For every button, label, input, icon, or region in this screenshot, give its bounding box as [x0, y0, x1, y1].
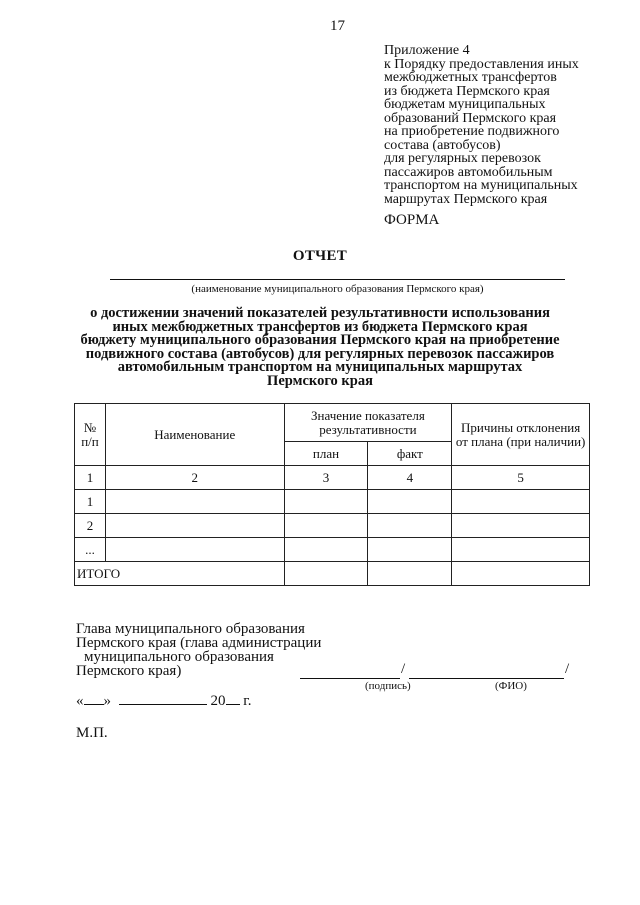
reason-cell[interactable]	[452, 514, 590, 538]
signature-caption: (подпись)	[365, 680, 411, 692]
appendix-line: к Порядку предоставления иных	[384, 56, 579, 72]
fact-cell[interactable]	[368, 538, 452, 562]
total-fact-cell[interactable]	[368, 562, 452, 586]
form-label: ФОРМА	[384, 212, 440, 228]
year-suffix: г.	[243, 693, 252, 709]
heading-line: иных межбюджетных трансфертов из бюджета Пермского края	[112, 318, 528, 335]
row-number: 1	[75, 490, 106, 514]
reason-cell[interactable]	[452, 538, 590, 562]
name-cell[interactable]	[105, 490, 284, 514]
reason-cell[interactable]	[452, 490, 590, 514]
index-cell: 3	[284, 466, 368, 490]
name-cell[interactable]	[105, 538, 284, 562]
heading-line: о достижении значений показателей результативности использования	[90, 305, 550, 321]
index-cell: 2	[105, 466, 284, 490]
report-title: ОТЧЕТ	[292, 248, 348, 264]
index-cell: 1	[75, 466, 106, 490]
date-line	[76, 690, 251, 710]
header-plan: план	[284, 442, 368, 466]
header-fact: факт	[368, 442, 452, 466]
total-reason-cell[interactable]	[452, 562, 590, 586]
header-value-line1: Значение показателя	[311, 407, 425, 423]
heading-line: бюджету муниципального образования Пермского края на приобретение	[80, 332, 560, 348]
header-reason-line2: от плана (при наличии)	[455, 433, 586, 449]
fio-field[interactable]	[409, 678, 564, 679]
table-header-row	[75, 404, 590, 442]
signatory-line: Пермского края (глава администрации	[76, 635, 322, 651]
appendix-line: на приобретение подвижного	[384, 124, 560, 139]
appendix-line: межбюджетных трансфертов	[384, 70, 557, 85]
row-number: 2	[75, 514, 106, 538]
date-close-quote: »	[103, 693, 111, 709]
table-row	[75, 514, 590, 538]
signatory-line: муниципального образования	[84, 649, 274, 665]
plan-cell[interactable]	[284, 538, 368, 562]
appendix-line: бюджетам муниципальных	[384, 97, 546, 112]
header-value	[284, 404, 452, 442]
signatory-line: Пермского края)	[76, 663, 182, 679]
appendix-line: состава (автобусов)	[384, 137, 501, 153]
table-total-row	[75, 562, 590, 586]
appendix-line: образований Пермского края	[384, 110, 557, 126]
heading-line: подвижного состава (автобусов) для регулярных перевозок пассажиров	[85, 345, 555, 362]
day-field[interactable]	[84, 690, 104, 705]
stamp-label: М.П.	[76, 725, 108, 741]
header-num-line2: п/п	[81, 433, 99, 449]
header-reason	[452, 404, 590, 466]
row-number: ...	[75, 538, 106, 562]
fact-cell[interactable]	[368, 514, 452, 538]
page-number: 17	[330, 18, 345, 34]
header-num	[75, 404, 106, 466]
header-value-line2: результативности	[319, 421, 417, 437]
appendix-line: маршрутах Пермского края	[384, 191, 548, 207]
municipality-caption: (наименование муниципального образования Пермского края)	[191, 283, 484, 295]
table-row	[75, 538, 590, 562]
heading-line: Пермского края	[267, 372, 373, 389]
header-num-line1: №	[83, 419, 97, 435]
table-index-row	[75, 466, 590, 490]
signature-field[interactable]	[300, 678, 400, 679]
appendix-line: для регулярных перевозок	[384, 151, 541, 166]
table-row	[75, 490, 590, 514]
header-reason-line1: Причины отклонения	[461, 419, 581, 435]
header-name: Наименование	[105, 404, 284, 466]
appendix-line: из бюджета Пермского края	[384, 83, 550, 99]
report-table	[74, 403, 590, 586]
signatory-line: Глава муниципального образования	[76, 621, 305, 637]
plan-cell[interactable]	[284, 514, 368, 538]
report-heading	[60, 307, 580, 388]
total-plan-cell[interactable]	[284, 562, 368, 586]
month-field[interactable]	[119, 690, 207, 705]
index-cell: 5	[452, 466, 590, 490]
fio-caption: (ФИО)	[495, 680, 527, 692]
appendix-line: транспортом на муниципальных	[384, 178, 578, 193]
year-field[interactable]	[226, 690, 240, 705]
signature-slash-left: /	[401, 661, 406, 677]
signatory-block	[76, 622, 321, 678]
year-prefix: 20	[210, 693, 226, 709]
appendix-line: Приложение 4	[384, 43, 470, 58]
appendix-line: пассажиров автомобильным	[384, 164, 553, 180]
fact-cell[interactable]	[368, 490, 452, 514]
municipality-name-line[interactable]	[110, 279, 565, 280]
total-label: ИТОГО	[75, 562, 285, 586]
plan-cell[interactable]	[284, 490, 368, 514]
name-cell[interactable]	[105, 514, 284, 538]
index-cell: 4	[368, 466, 452, 490]
heading-line: автомобильным транспортом на муниципальных маршрутах	[117, 359, 523, 375]
signature-slash-right: /	[565, 661, 570, 677]
appendix-block	[384, 44, 634, 206]
date-open-quote: «	[76, 693, 84, 709]
